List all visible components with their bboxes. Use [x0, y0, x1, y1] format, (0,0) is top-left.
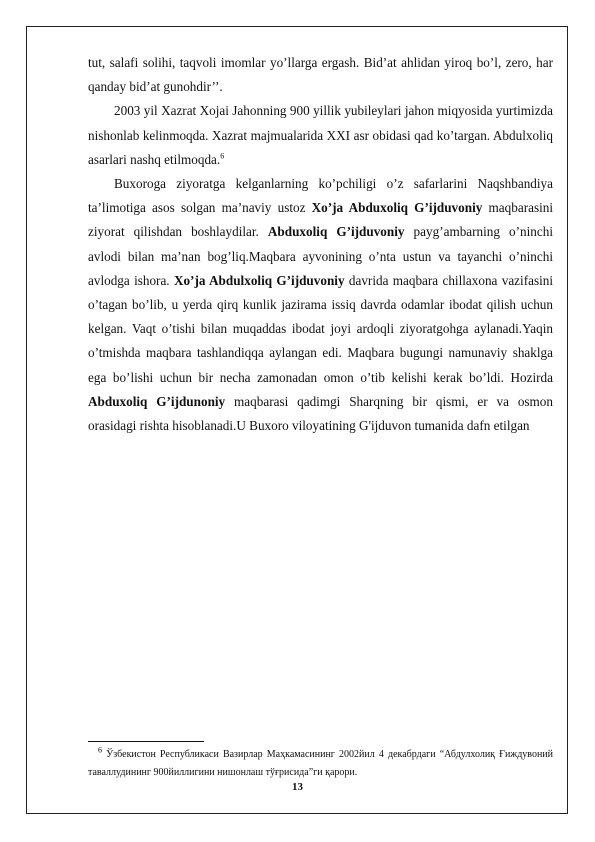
bold-name: Abduxoliq G’ijdunoniy	[88, 393, 226, 409]
paragraph-1	[88, 51, 553, 99]
paragraph-3-text: maqbarasini ziyorat qilishdan boshlaydilar.	[88, 200, 553, 240]
paragraph-3-text: davrida maqbara chillaxona vazifasini o’tagan bo’lib, u yerda qirq kunlik jazirama issiq davrda odamlar ibodat qilish uchun kelgan. Vaqt o’tishi bilan muqaddas ibodat joyi ardoqli ziyoratgohga aylanadi.Yaqin o’tmishda maqbara tashlandiqqa aylangan edi. Maqbara bugungi namunaviy shaklga ega bo’lishi uchun bir necha zamonadan omon o’tib kelishi kerak bo’ldi. Hozirda	[88, 272, 553, 385]
document-body	[88, 51, 553, 438]
footnote-number: 6	[98, 745, 102, 755]
footnote	[88, 746, 553, 782]
footnote-text: Ўзбекистон Республикаси Вазирлар Маҳкамасининг 2002йил 4 декабрдаги “Абдулхолиқ Ғиждувоний таваллудининг 900йиллигини нишонлаш тўғрисида”ги қарори.	[88, 749, 554, 778]
paragraph-1-text: tut, salafi solihi, taqvoli imomlar yo’llarga ergash. Bid’at ahlidan yiroq bo’l, zero, har qanday bid’at gunohdir’’.	[88, 55, 553, 95]
paragraph-3-text: Buxoroga ziyoratga kelganlarning ko’pchiligi o’z safarlarini Naqshbandiya ta’limotiga asos solgan ma’naviy ustoz	[88, 176, 553, 216]
bold-name: Abduxoliq G’ijduvoniy	[267, 224, 405, 240]
bold-name: Xo’ja Abduxoliq G’ijduvoniy	[311, 200, 483, 216]
footnote-separator	[88, 741, 204, 742]
paragraph-3-text: maqbarasi qadimgi Sharqning bir qismi, er va osmon orasidagi rishta hisoblanadi.U Buxoro viloyatining G'ijduvon tumanida dafn etilgan	[88, 393, 553, 434]
page-number: 13	[292, 781, 303, 793]
bold-name: Xo’ja Abdulxoliq G’ijduvoniy	[173, 272, 345, 288]
paragraph-3	[88, 172, 553, 438]
paragraph-2-text: 2003 yil Xazrat Xojai Jahonning 900 yillik yubileylari jahon miqyosida yurtimizda nishonlab kelinmoqda. Xazrat majmualarida XXI asr obidasi qad ko’targan. Abdulxoliq asarlari nashq etilmoqda.	[88, 103, 553, 167]
paragraph-2	[88, 99, 553, 172]
footnote-marker: 6	[220, 151, 225, 161]
paragraph-3-text: payg’ambarning o’ninchi avlodi bilan ma’nan bog’liq.Maqbara ayvonining o’nta ustun va tayanchi o’ninchi avlodga ishora.	[88, 224, 553, 288]
